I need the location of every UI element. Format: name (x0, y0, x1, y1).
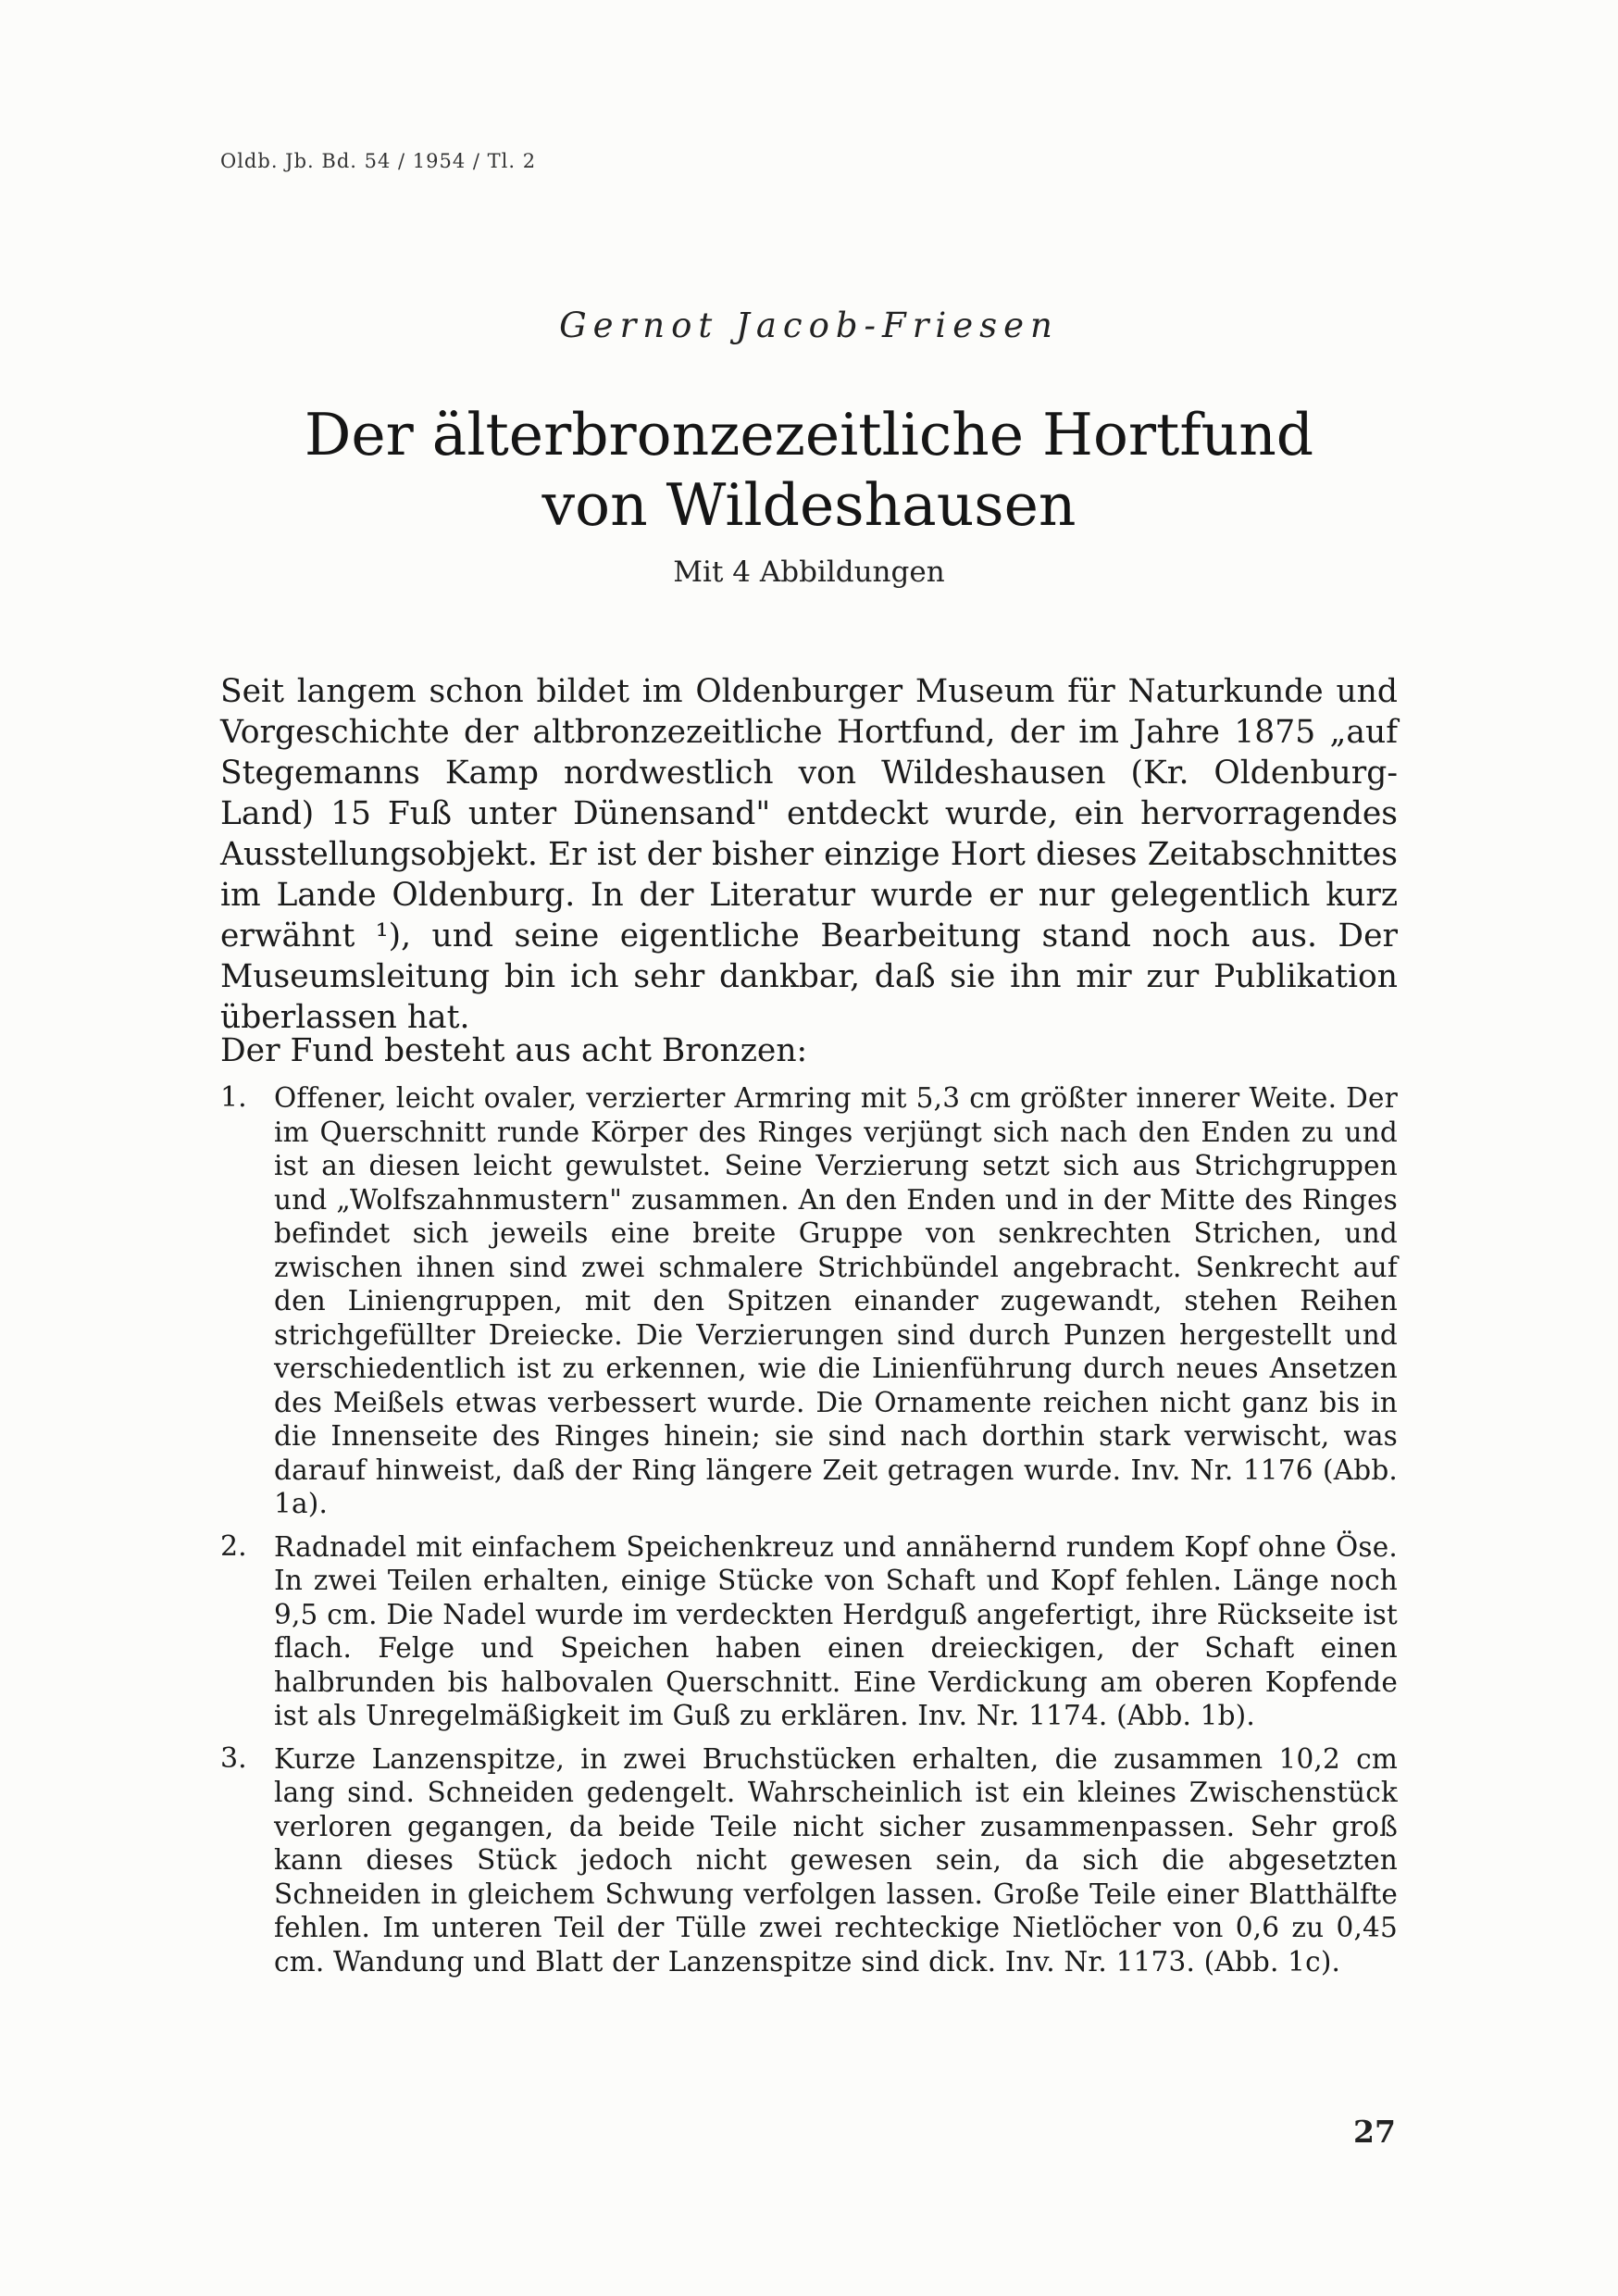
list-item (220, 1081, 1398, 1521)
article-title (0, 400, 1618, 541)
title-line-2: von Wildeshausen (541, 471, 1077, 539)
item-number: 2. (220, 1529, 247, 1563)
page-number: 27 (1353, 2114, 1396, 2150)
fund-heading: Der Fund besteht aus acht Bronzen: (220, 1032, 808, 1069)
list-item (220, 1530, 1398, 1733)
item-text: Kurze Lanzenspitze, in zwei Bruchstücken erhalten, die zusammen 10,2 cm lang sind. Schneiden gedengelt. Wahrscheinlich ist ein kleines Zwischenstück verloren gegangen, da beide Teile nicht sicher zusammenpassen. Sehr groß kann dieses Stück jedoch nicht gewesen sein, da sich die abgesetzten Schneiden in gleichem Schwung verfolgen lassen. Große Teile einer Blatthälfte fehlen. Im unteren Teil der Tülle zwei rechteckige Nietlöcher von 0,6 zu 0,45 cm. Wandung und Blatt der Lanzenspitze sind dick. Inv. Nr. 1173. (Abb. 1c). (274, 1742, 1398, 1978)
item-text: Radnadel mit einfachem Speichenkreuz und annähernd rundem Kopf ohne Öse. In zwei Teilen erhalten, einige Stücke von Schaft und Kopf fehlen. Länge noch 9,5 cm. Die Nadel wurde im verdeckten Herdguß angefertigt, ihre Rückseite ist flach. Felge und Speichen haben einen dreieckigen, der Schaft einen halbrunden bis halbovalen Querschnitt. Eine Verdickung am oberen Kopfende ist als Unregelmäßigkeit im Guß zu erklären. Inv. Nr. 1174. (Abb. 1b). (274, 1530, 1398, 1731)
item-number: 3. (220, 1741, 247, 1775)
intro-paragraph: Seit langem schon bildet im Oldenburger Museum für Naturkunde und Vorgeschichte der altbronzezeitliche Hortfund, der im Jahre 1875 „auf Stegemanns Kamp nordwestlich von Wildeshausen (Kr. Oldenburg-Land) 15 Fuß unter Dünensand" entdeckt wurde, ein hervorragendes Ausstellungsobjekt. Er ist der bisher einzige Hort dieses Zeitabschnittes im Lande Oldenburg. In der Literatur wurde er nur gelegentlich kurz erwähnt ¹), und seine eigentliche Bearbeitung stand noch aus. Der Museumsleitung bin ich sehr dankbar, daß sie ihn mir zur Publikation überlassen hat. (220, 672, 1398, 1036)
item-number: 1. (220, 1081, 247, 1114)
item-text: Offener, leicht ovaler, verzierter Armring mit 5,3 cm größter innerer Weite. Der im Querschnitt runde Körper des Ringes verjüngt sich nach den Enden zu und ist an diesen leicht gewulstet. Seine Verzierung setzt sich aus Strichgruppen und „Wolfszahnmustern" zusammen. An den Enden und in der Mitte des Ringes befindet sich jeweils eine breite Gruppe von senkrechten Strichen, und zwischen ihnen sind zwei schmalere Strichbündel angebracht. Senkrecht auf den Liniengruppen, mit den Spitzen einander zugewandt, stehen Reihen strichgefüllter Dreiecke. Die Verzierungen sind durch Punzen hergestellt und verschiedentlich ist zu erkennen, wie die Linienführung durch neues Ansetzen des Meißels etwas verbessert wurde. Die Ornamente reichen nicht ganz bis in die Innenseite des Ringes hinein; sie sind nach dorthin stark verwischt, was darauf hinweist, daß der Ring längere Zeit getragen wurde. Inv. Nr. 1176 (Abb. 1a). (274, 1082, 1398, 1519)
title-line-1: Der älterbronzezeitliche Hortfund (304, 401, 1314, 468)
article-subtitle: Mit 4 Abbildungen (673, 555, 945, 589)
author-name: Gernot Jacob-Friesen (559, 306, 1059, 345)
list-item (220, 1742, 1398, 1979)
item-list (220, 1081, 1398, 1988)
running-head: Oldb. Jb. Bd. 54 / 1954 / Tl. 2 (220, 150, 537, 172)
